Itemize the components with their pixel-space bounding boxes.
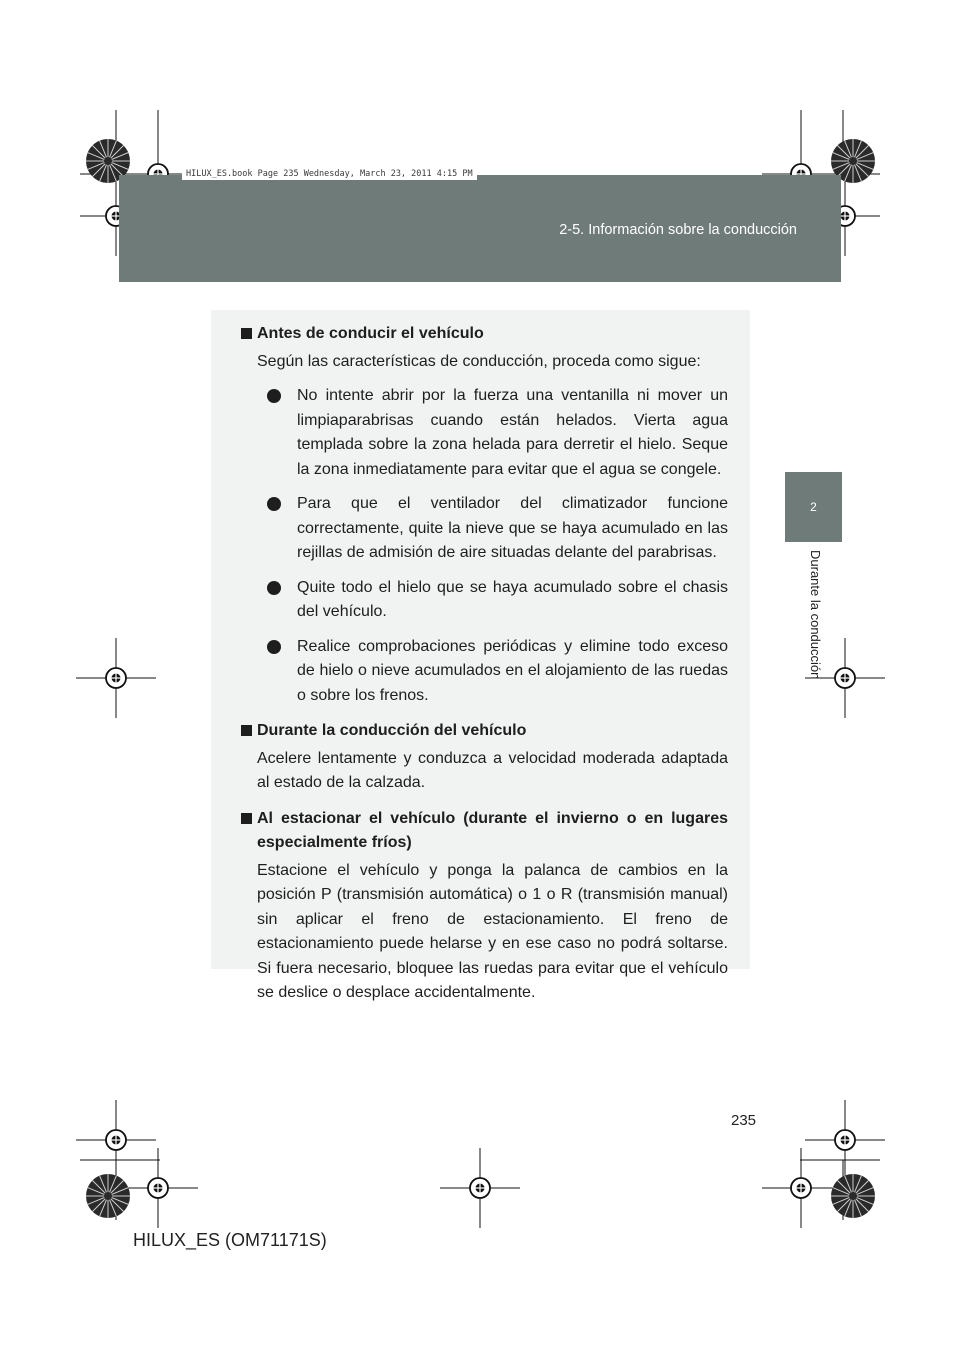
section-while-driving bbox=[242, 719, 728, 796]
section-text: Acelere lentamente y conduzca a velocidad moderada adaptada al estado de la calzada. bbox=[257, 749, 728, 791]
circle-bullet-icon bbox=[267, 581, 281, 595]
section-text: Según las características de conducción, proceda como sigue: bbox=[257, 352, 701, 370]
square-bullet-icon bbox=[241, 813, 252, 824]
document-code: HILUX_ES (OM71171S) bbox=[133, 1230, 327, 1250]
list-item bbox=[242, 384, 728, 482]
square-bullet-icon bbox=[241, 725, 252, 736]
list-item bbox=[242, 576, 728, 625]
section-heading: Durante la conducción del vehículo bbox=[257, 722, 527, 739]
list-item-text: Para que el ventilador del climatizador funcione correctamente, quite la nieve que se haya acumulado en las rejillas de admisión de aire situadas delante del parabrisas. bbox=[297, 495, 728, 561]
list-item bbox=[242, 635, 728, 709]
section-parking bbox=[242, 807, 728, 1006]
list-item-text: Realice comprobaciones periódicas y elimine todo exceso de hielo o nieve acumulados en el alojamiento de las ruedas o sobre los frenos. bbox=[297, 637, 728, 704]
section-title: 2-5. Información sobre la conducción bbox=[559, 222, 797, 238]
square-bullet-icon bbox=[241, 328, 252, 339]
list-item bbox=[242, 492, 728, 566]
circle-bullet-icon bbox=[267, 640, 281, 654]
circle-bullet-icon bbox=[267, 389, 281, 403]
section-heading: Antes de conducir el vehículo bbox=[257, 325, 484, 342]
book-stamp: HILUX_ES.book Page 235 Wednesday, March 23, 2011 4:15 PM bbox=[182, 168, 477, 180]
chapter-tab bbox=[785, 472, 842, 542]
content-box bbox=[211, 310, 750, 1001]
list-item-text: No intente abrir por la fuerza una ventanilla ni mover un limpiaparabrisas cuando están helados. Vierta agua templada sobre la zona helada para derretir el hielo. Seque la zona inmediatamente para evitar que el agua se congele. bbox=[297, 387, 728, 478]
header-band bbox=[119, 175, 841, 282]
section-before-driving bbox=[242, 322, 728, 708]
circle-bullet-icon bbox=[267, 497, 281, 511]
page-number: 235 bbox=[731, 1112, 757, 1129]
chapter-number: 2 bbox=[810, 500, 817, 514]
section-text: Estacione el vehículo y ponga la palanca de cambios en la posición P (transmisión automática) o 1 o R (transmisión manual) sin aplicar el freno de estacionamiento. El freno de estacionamiento puede helarse y en ese caso no podrá soltarse. Si fuera necesario, bloquee las ruedas para evitar que el vehículo se deslice o desplace accidentalmente. bbox=[257, 861, 728, 1001]
chapter-label: Durante la conducción bbox=[808, 550, 823, 680]
section-heading: Al estacionar el vehículo (durante el invierno o en lugares especialmente fríos) bbox=[257, 809, 728, 851]
list-item-text: Quite todo el hielo que se haya acumulado sobre el chasis del vehículo. bbox=[297, 578, 728, 620]
